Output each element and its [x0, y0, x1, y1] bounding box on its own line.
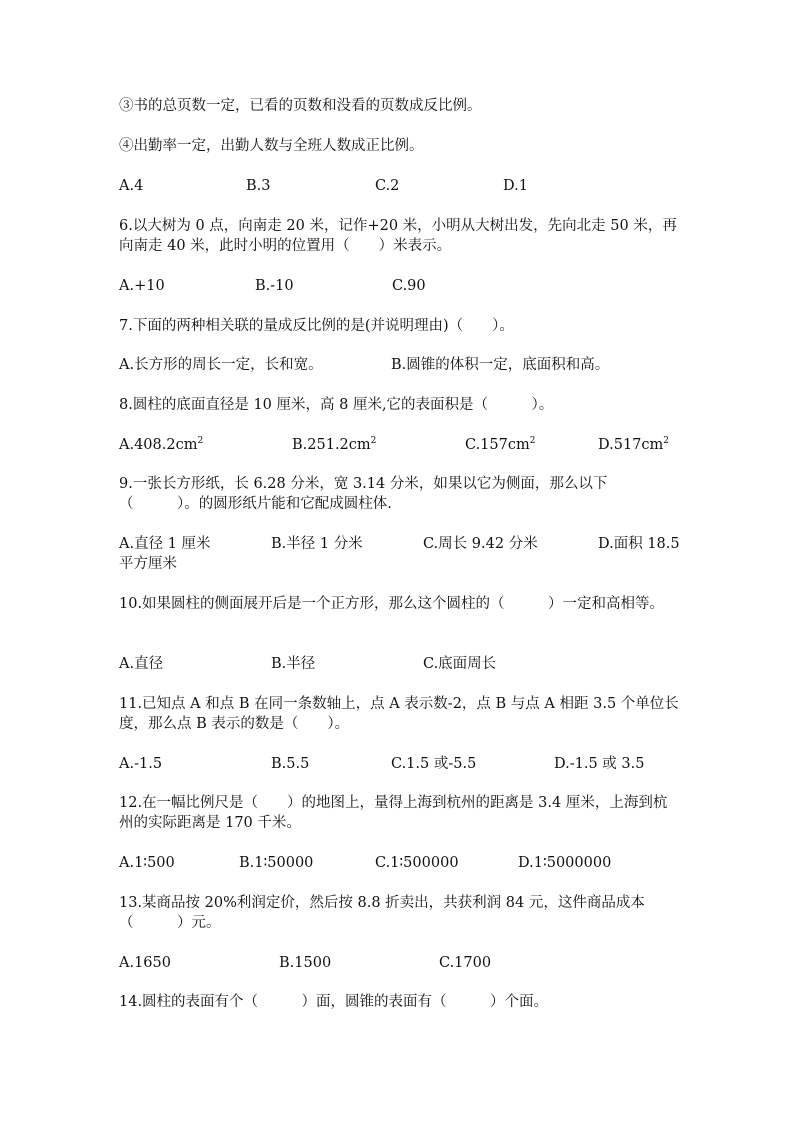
q9-option-d: D.面积 18.5	[598, 536, 680, 552]
statement-4: ④出勤率一定，出勤人数与全班人数成正比例。	[119, 138, 424, 154]
q10-option-c: C.底面周长	[423, 656, 497, 672]
statement-3: ③书的总页数一定，已看的页数和没看的页数成反比例。	[119, 98, 482, 114]
q13-option-a: A.1650	[119, 955, 171, 971]
q13-question: 13.某商品按 20%利润定价，然后按 8.8 折卖出，共获利润 84 元，这件商品成本（ ）元。	[119, 895, 645, 931]
q9-question: 9.一张长方形纸，长 6.28 分米，宽 3.14 分米，如果以它为侧面，那么以下（ ）。的圆形纸片能和它配成圆柱体.	[119, 476, 608, 512]
q14-question: 14.圆柱的表面有个（ ）面，圆锥的表面有（ ）个面。	[119, 994, 549, 1010]
q13-option-b: B.1500	[279, 955, 332, 971]
q6-option-a: A.+10	[119, 278, 165, 294]
q5-option-d: D.1	[503, 178, 528, 194]
q9-option-b: B.半径 1 分米	[271, 536, 363, 552]
q5-option-b: B.3	[246, 178, 271, 194]
q12-option-a: A.1∶500	[119, 855, 175, 871]
q7-option-b: B.圆锥的体积一定，底面积和高。	[391, 357, 610, 373]
q10-option-a: A.直径	[119, 656, 164, 672]
q8-option-a-sup: 2	[197, 436, 204, 447]
q8-option-b-sup: 2	[370, 436, 377, 447]
q8-option-a	[119, 435, 203, 455]
q10-option-b: B.半径	[271, 656, 316, 672]
q12-question: 12.在一幅比例尺是（ ）的地图上，量得上海到杭州的距离是 3.4 厘米，上海到杭州的实际距离是 170 千米。	[119, 795, 668, 831]
q8-option-c-sup: 2	[529, 436, 536, 447]
q11-option-b: B.5.5	[271, 756, 310, 772]
q8-option-c	[465, 435, 535, 455]
q8-option-d-sup: 2	[663, 436, 669, 447]
q8-option-a-text: A.408.2cm	[119, 437, 198, 453]
q9-option-c: C.周长 9.42 分米	[423, 536, 538, 552]
q8-question: 8.圆柱的底面直径是 10 厘米，高 8 厘米,它的表面积是（ ）。	[119, 397, 554, 413]
q13-option-c: C.1700	[439, 955, 492, 971]
q12-option-c: C.1∶500000	[375, 855, 459, 871]
q8-option-c-text: C.157cm	[465, 437, 530, 453]
q9-option-d-continued: 平方厘米	[119, 556, 177, 572]
q8-option-d-text: D.517cm	[598, 437, 664, 453]
q5-option-c: C.2	[375, 178, 400, 194]
q8-option-b	[292, 435, 376, 455]
q8-option-b-text: B.251.2cm	[292, 437, 371, 453]
q11-option-d: D.-1.5 或 3.5	[554, 756, 645, 772]
q9-option-a: A.直径 1 厘米	[119, 536, 211, 552]
q8-option-d	[598, 435, 669, 455]
q7-option-a: A.长方形的周长一定，长和宽。	[119, 357, 323, 373]
q11-option-a: A.-1.5	[119, 756, 163, 772]
q10-question: 10.如果圆柱的侧面展开后是一个正方形，那么这个圆柱的（ ）一定和高相等。	[119, 596, 665, 612]
q11-question: 11.已知点 A 和点 B 在同一条数轴上，点 A 表示数-2，点 B 与点 A 相距 3.5 个单位长度，那么点 B 表示的数是（ ）。	[119, 696, 679, 732]
q6-question: 6.以大树为 0 点，向南走 20 米，记作+20 米，小明从大树出发，先向北走 50 米，再向南走 40 米，此时小明的位置用（ ）米表示。	[119, 218, 677, 254]
q6-option-b: B.-10	[255, 278, 294, 294]
q7-question: 7.下面的两种相关联的量成反比例的是(并说明理由)（ ）。	[119, 318, 514, 334]
q5-option-a: A.4	[119, 178, 144, 194]
q12-option-d: D.1∶5000000	[518, 855, 612, 871]
q12-option-b: B.1∶50000	[239, 855, 314, 871]
q6-option-c: C.90	[392, 278, 426, 294]
q11-option-c: C.1.5 或-5.5	[391, 756, 477, 772]
